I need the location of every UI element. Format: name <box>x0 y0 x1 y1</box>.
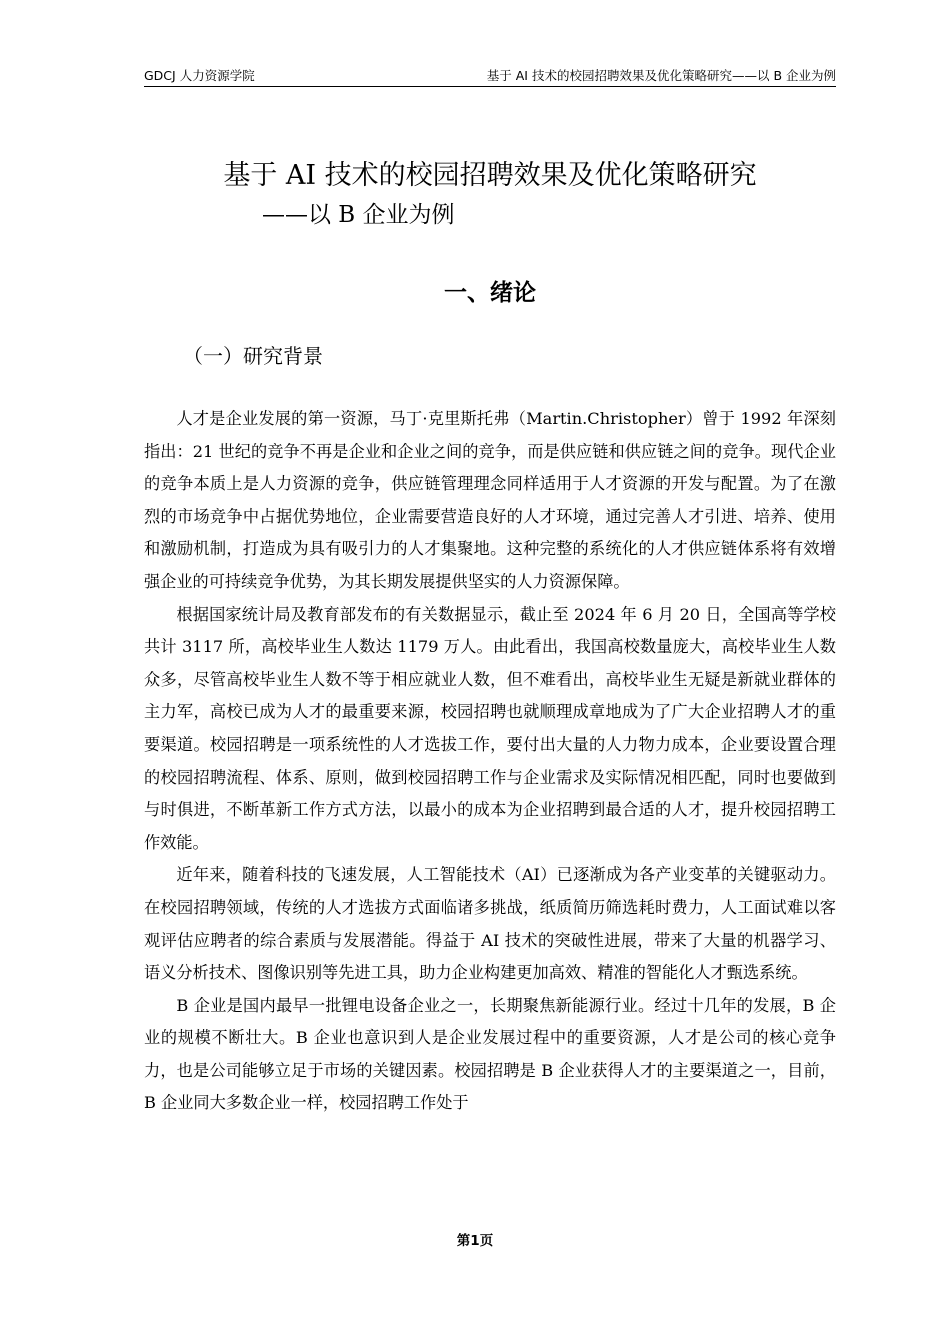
page-number: 第1页 <box>456 1233 494 1249</box>
document-subtitle: ——以 B 企业为例 <box>262 202 455 228</box>
running-header <box>144 66 836 87</box>
paragraph-3: 近年来，随着科技的飞速发展，人工智能技术（AI）已逐渐成为各产业变革的关键驱动力。在校园招聘领域，传统的人才选拔方式面临诸多挑战，纸质简历筛选耗时费力，人工面试难以客观评估应聘者的综合素质与发展潜能。得益于 AI 技术的突破性进展，带来了大量的机器学习、语义分析技术、图像识别等先进工具，助力企业构建更加高效、精准的智能化人才甄选系统。 <box>144 865 836 983</box>
header-institution: GDCJ 人力资源学院 <box>144 68 255 83</box>
paragraph-1: 人才是企业发展的第一资源，马丁·克里斯托弗（Martin.Christopher）曾于 1992 年深刻指出：21 世纪的竞争不再是企业和企业之间的竞争，而是供应链和供应链之间的竞争。现代企业的竞争本质上是人力资源的竞争，供应链管理理念同样适用于人才资源的开发与配置。为了在激烈的市场竞争中占据优势地位，企业需要营造良好的人才环境，通过完善人才引进、培养、使用和激励机制，打造成为具有吸引力的人才集聚地。这种完整的系统化的人才供应链体系将有效增强企业的可持续竞争优势，为其长期发展提供坚实的人力资源保障。 <box>144 409 836 591</box>
section-heading: （一）研究背景 <box>183 344 323 368</box>
header-running-title: 基于 AI 技术的校园招聘效果及优化策略研究——以 B 企业为例 <box>486 68 836 83</box>
document-title: 基于 AI 技术的校园招聘效果及优化策略研究 <box>223 160 757 191</box>
body-text <box>144 403 836 1120</box>
paragraph-4: B 企业是国内最早一批锂电设备企业之一，长期聚焦新能源行业。经过十几年的发展，B 企业的规模不断壮大。B 企业也意识到人是企业发展过程中的重要资源，人才是公司的核心竞争力，也是公司能够立足于市场的关键因素。校园招聘是 B 企业获得人才的主要渠道之一，目前，B 企业同大多数企业一样，校园招聘工作处于 <box>144 995 836 1113</box>
chapter-heading: 一、绪论 <box>444 280 536 306</box>
paragraph-2: 根据国家统计局及教育部发布的有关数据显示，截止至 2024 年 6 月 20 日，全国高等学校共计 3117 所，高校毕业生人数达 1179 万人。由此看出，我国高校数量庞大，高校毕业生人数众多，尽管高校毕业生人数不等于相应就业人数，但不难看出，高校毕业生无疑是新就业群体的主力军，高校已成为人才的最重要来源，校园招聘也就顺理成章地成为了广大企业招聘人才的重要渠道。校园招聘是一项系统性的人才选拔工作，要付出大量的人力物力成本，企业要设置合理的校园招聘流程、体系、原则，做到校园招聘工作与企业需求及实际情况相匹配，同时也要做到与时俱进，不断革新工作方式方法，以最小的成本为企业招聘到最合适的人才，提升校园招聘工作效能。 <box>144 604 836 852</box>
